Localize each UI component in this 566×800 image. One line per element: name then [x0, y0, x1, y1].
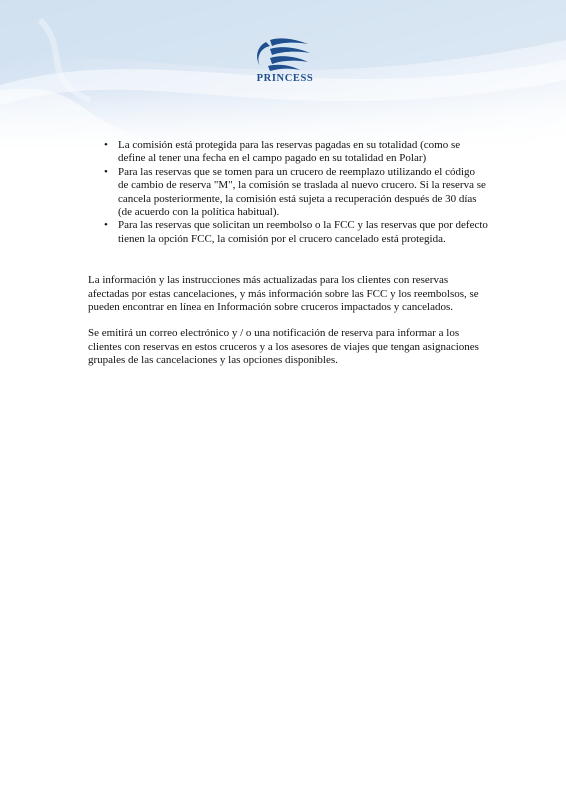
paragraph-updated-information: La información y las instrucciones más actualizadas para los clientes con reservas afectadas por estas cancelaciones, y más información sobre las FCC y los reembolsos, se pueden encontrar en línea en Información sobre cruceros impactados y cancelados. [88, 274, 479, 314]
list-item: • Para las reservas que solicitan un reembolso o la FCC y las reservas que por defecto tienen la opción FCC, la comisión por el crucero cancelado está protegida. [88, 219, 488, 246]
bullet-list [88, 139, 488, 246]
list-item: • Para las reservas que se tomen para un crucero de reemplazo utilizando el código de cambio de reserva "M", la comisión se traslada al nuevo crucero. Si la reserva se cancela posteriormente, la comisión está sujeta a recuperación después de 30 días (de acuerdo con la política habitual). [88, 166, 488, 220]
document-body [88, 139, 488, 368]
princess-logo-wordmark: PRINCESS [256, 73, 314, 84]
list-item: • La comisión está protegida para las reservas pagadas en su totalidad (como se define al tener una fecha en el campo pagado en su totalidad en Polar) [88, 139, 488, 166]
princess-seawitch-icon [248, 36, 322, 72]
princess-logo [248, 36, 322, 92]
paragraph-email-notification: Se emitirá un correo electrónico y / o una notificación de reserva para informar a los clientes con reservas en estos cruceros y a los asesores de viajes que tengan asignaciones grupales de las cancelaciones y las opciones disponibles. [88, 327, 479, 367]
